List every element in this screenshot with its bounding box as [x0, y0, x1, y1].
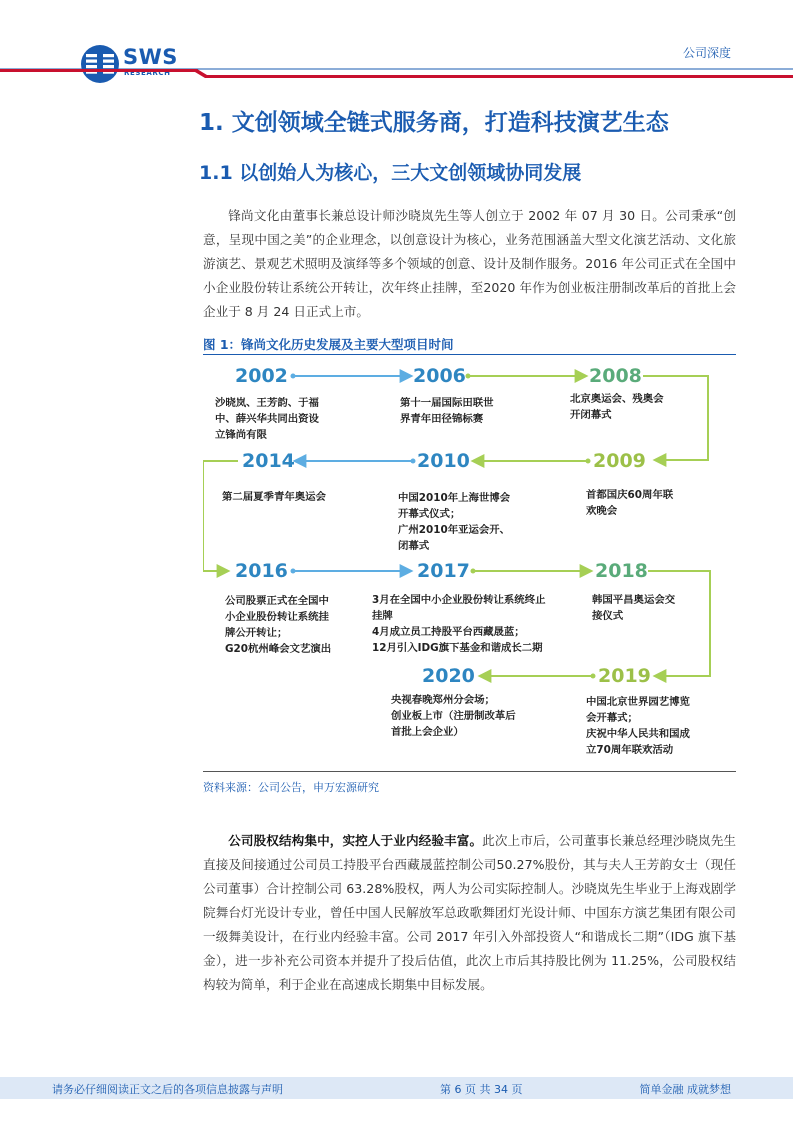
events-2009: 首都国庆60周年联 欢晚会 [586, 489, 674, 517]
events-2008: 北京奥运会、残奥会 开闭幕式 [570, 393, 664, 421]
ownership-body: 此次上市后，公司董事长兼总经理沙晓岚先生直接及间接通过公司员工持股平台西藏晟蓝控制公司50.27%股份，其与夫人王芳韵女士（现任公司董事）合计控制公司 63.28%股权，两人为公司实际控制人。沙晓岚先生毕业于上海戏剧学院舞台灯光设计专业，曾任中国人民解放军总政歌舞团灯光设计师、中国东方演艺集团有限公司一级舞美设计，在行业内经验丰富。公司 2017 年引入外部投资人“和谐成长二期”（IDG 旗下基金），进一步补充公司资本并提升了投后估值，此次上市后其持股比例为 11.25%，公司股权结构较为简单，利于企业在高速成长期集中目标发展。 [203, 833, 737, 992]
events-2020: 央视春晚郑州分会场； 创业板上市（注册制改革后 首批上会企业） [391, 694, 516, 738]
year-2019: 2019 [598, 665, 651, 687]
connector-2014-2016 [203, 461, 238, 571]
year-2017: 2017 [417, 560, 470, 582]
events-2016: 公司股票正式在全国中 小企业股份转让系统挂 牌公开转让； G20杭州峰会文艺演出 [225, 595, 332, 655]
timeline-figure [203, 358, 736, 768]
logo-text: SWS [123, 45, 178, 69]
year-2006: 2006 [413, 365, 466, 387]
events-2017: 3月在全国中小企业股份转让系统终止 挂牌 4月成立员工持股平台西藏晟蓝； 12月引入IDG旗下基金和谐成长二期 [372, 594, 546, 654]
events-2002: 沙晓岚、王芳韵、于福 中、薛兴华共同出资设 立锋尚有限 [215, 397, 319, 441]
year-2009: 2009 [593, 450, 646, 472]
figure-top-rule [203, 354, 736, 355]
year-2014: 2014 [242, 450, 295, 472]
page-number: 第 6 页 共 34 页 [440, 1083, 523, 1096]
figure-title: 图 1：锋尚文化历史发展及主要大型项目时间 [203, 337, 454, 352]
subsection-heading: 1.1 以创始人为核心，三大文创领域协同发展 [199, 162, 582, 184]
document-type-label: 公司深度 [682, 46, 731, 60]
connector-2009-2010 [476, 459, 591, 464]
ownership-lead: 公司股权结构集中，实控人于业内经验丰富。 [228, 833, 483, 848]
connector-2002-2006 [291, 374, 409, 379]
figure-bottom-rule [203, 771, 736, 772]
year-2016: 2016 [235, 560, 288, 582]
year-2020: 2020 [422, 665, 475, 687]
events-2014: 第二届夏季青年奥运会 [222, 491, 326, 503]
events-2006: 第十一届国际田联世 界青年田径锦标赛 [400, 397, 494, 425]
connector-2019-2020 [483, 674, 596, 679]
events-2019: 中国北京世界园艺博览 会开幕式； 庆祝中华人民共和国成 立70周年联欢活动 [586, 696, 690, 756]
intro-text: 锋尚文化由董事长兼总设计师沙晓岚先生等人创立于 2002 年 07 月 30 日。公司秉承“创意，呈现中国之美”的企业理念，以创意设计为核心，业务范围涵盖大型文化演艺活动、文化旅游演艺、景观艺术照明及演绎等多个领域的创意、设计及制作服务。2016 年公司正式在全国中小企业股份转让系统公开转让，次年终止挂牌，至2020 年作为创业板注册制改革后的首批上会企业于 8 月 24 日正式上市。 [203, 208, 736, 319]
events-2010: 中国2010年上海世博会 开幕式仪式； 广州2010年亚运会开、 闭幕式 [398, 492, 511, 552]
intro-paragraph [203, 204, 736, 324]
year-2002: 2002 [235, 365, 288, 387]
ownership-paragraph [203, 829, 736, 997]
year-2008: 2008 [589, 365, 642, 387]
connector-2016-2017 [291, 569, 409, 574]
section-heading: 1. 文创领域全链式服务商，打造科技演艺生态 [199, 110, 669, 136]
year-2010: 2010 [417, 450, 470, 472]
connector-2010-2014 [298, 459, 416, 464]
connector-2017-2018 [471, 569, 589, 574]
ownership-text [203, 829, 736, 997]
header-rule [0, 66, 793, 80]
figure-source: 资料来源：公司公告，申万宏源研究 [203, 781, 379, 794]
footer-disclaimer: 请务必仔细阅读正文之后的各项信息披露与声明 [52, 1083, 283, 1096]
events-2018: 韩国平昌奥运会交 接仪式 [592, 594, 676, 622]
logo-subtext: RESEARCH [124, 69, 171, 77]
year-2018: 2018 [595, 560, 648, 582]
connector-2006-2008 [466, 374, 584, 379]
footer-slogan: 简单金融 成就梦想 [639, 1083, 731, 1096]
